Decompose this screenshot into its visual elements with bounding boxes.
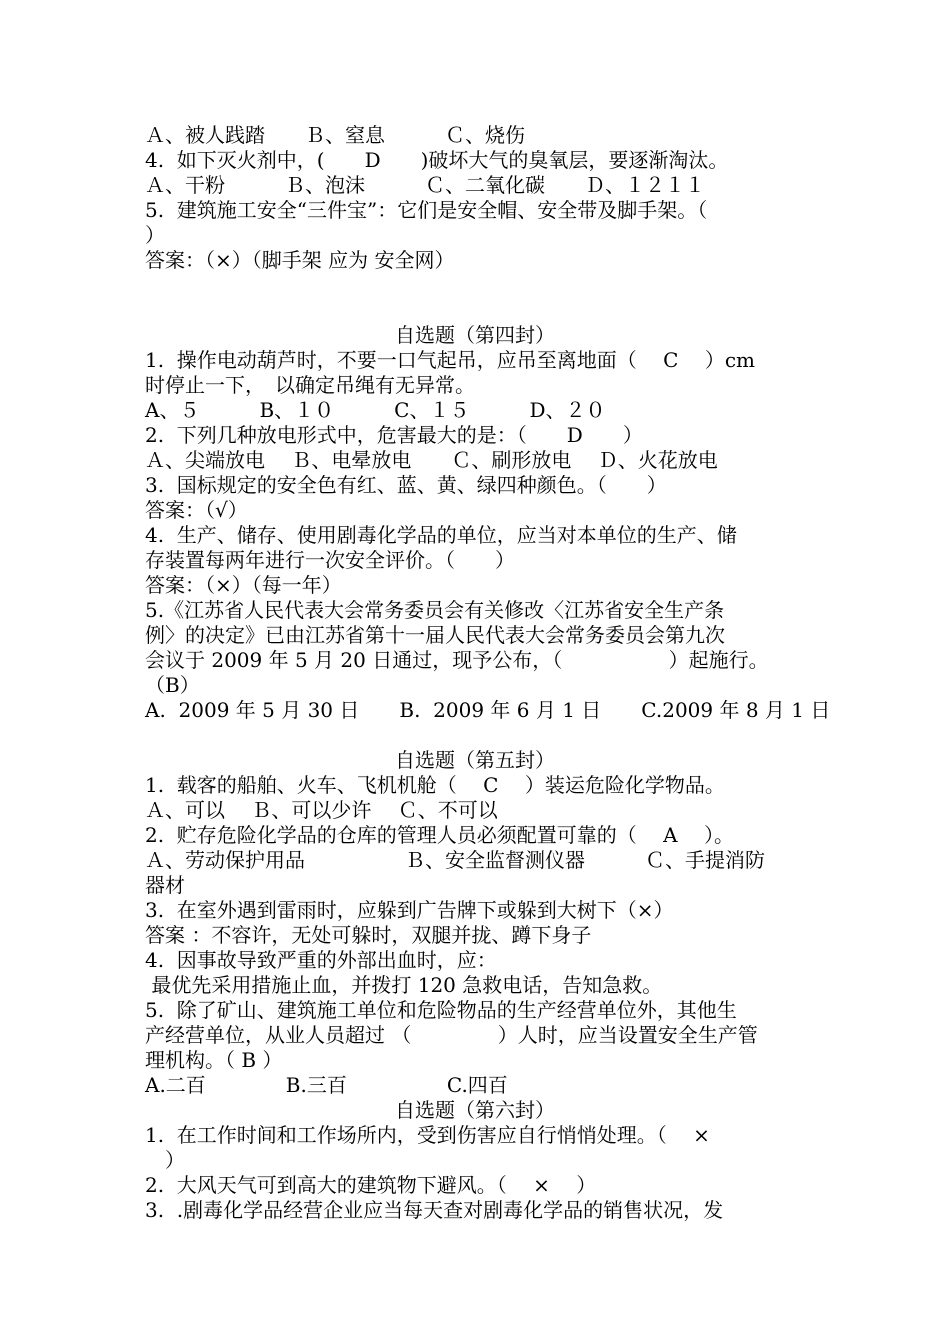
option-line: Ａ、可以 Ｂ、可以少许 Ｃ、不可以 [145,798,498,822]
option-line: Ａ、尖端放电 Ｂ、电晕放电 Ｃ、刷形放电 Ｄ、火花放电 [145,448,718,472]
question-line: 例〉的决定》已由江苏省第十一届人民代表大会常务委员会第九次 [145,623,725,647]
question-line: 2. 大风天气可到高大的建筑物下避风。（ × ） [145,1173,597,1197]
option-line: A、５ B、１０ C、１５ D、２０ [145,398,606,422]
section-title: 自选题（第五封） [395,748,555,772]
option-line: A.二百 B.三百 C.四百 [145,1073,508,1097]
question-line: 5. 除了矿山、建筑施工单位和危险物品的生产经营单位外，其他生 [145,998,737,1022]
option-line: Ａ、劳动保护用品 Ｂ、安全监督测仪器 Ｃ、手提消防 [145,848,765,872]
question-line: 会议于 2009 年 5 月 20 日通过，现予公布，（ ）起施行。 [145,648,769,672]
question-line: 4. 因事故导致严重的外部出血时，应： [145,948,497,972]
question-line: 5. 建筑施工安全“三件宝”：它们是安全帽、安全带及脚手架。（ [145,198,708,222]
question-line: ） [145,223,165,247]
answer-line: 最优先采用措施止血，并拨打 120 急救电话，告知急救。 [145,973,663,997]
answer-line: 答案：（√） [145,498,248,522]
section-title: 自选题（第四封） [395,323,555,347]
answer-line: （B） [145,673,200,697]
question-line: 1. 操作电动葫芦时，不要一口气起吊，应吊至离地面（ C ）cm [145,348,755,372]
question-line: 3. 国标规定的安全色有红、蓝、黄、绿四种颜色。（ ） [145,473,667,497]
question-line: 理机构。（ B ） [145,1048,283,1072]
question-line: 1. 在工作时间和工作场所内，受到伤害应自行悄悄处理。（ × [145,1123,710,1147]
section-title: 自选题（第六封） [395,1098,555,1122]
option-line: A. 2009 年 5 月 30 日 B. 2009 年 6 月 1 日 C.2009 年 8 月 1 日 [145,698,831,722]
question-line: 4. 生产、储存、使用剧毒化学品的单位，应当对本单位的生产、储 [145,523,737,547]
question-line: ） [145,1148,185,1172]
question-line: 5.《江苏省人民代表大会常务委员会有关修改〈江苏省安全生产条 [145,598,725,622]
answer-line: 答案 ：不容许，无处可躲时，双腿并拢、蹲下身子 [145,923,592,947]
option-line: 器材 [145,873,185,897]
question-line: 4. 如下灭火剂中，( D )破坏大气的臭氧层，要逐渐淘汰。 [145,148,729,172]
answer-line: 答案：（×）（每一年） [145,573,342,597]
answer-line: 答案：（×）（脚手架 应为 安全网） [145,248,455,272]
question-line: 1. 载客的船舶、火车、飞机机舱（ C ）装运危险化学物品。 [145,773,725,797]
question-line: 2. 贮存危险化学品的仓库的管理人员必须配置可靠的（ A ）。 [145,823,734,847]
question-line: 3. .剧毒化学品经营企业应当每天查对剧毒化学品的销售状况，发 [145,1198,724,1222]
question-line: 存装置每两年进行一次安全评价。（ ） [145,548,515,572]
question-line: 2. 下列几种放电形式中，危害最大的是：（ D ） [145,423,643,447]
question-line: 3. 在室外遇到雷雨时，应躲到广告牌下或躲到大树下（×） [145,898,674,922]
question-line: 时停止一下， 以确定吊绳有无异常。 [145,373,475,397]
option-line: Ａ、被人践踏 Ｂ、窒息 Ｃ、烧伤 [145,123,525,147]
question-line: 产经营单位，从业人员超过 （ ）人时，应当设置安全生产管 [145,1023,758,1047]
option-line: Ａ、干粉 Ｂ、泡沫 Ｃ、二氧化碳 Ｄ、１２１１ [145,173,705,197]
